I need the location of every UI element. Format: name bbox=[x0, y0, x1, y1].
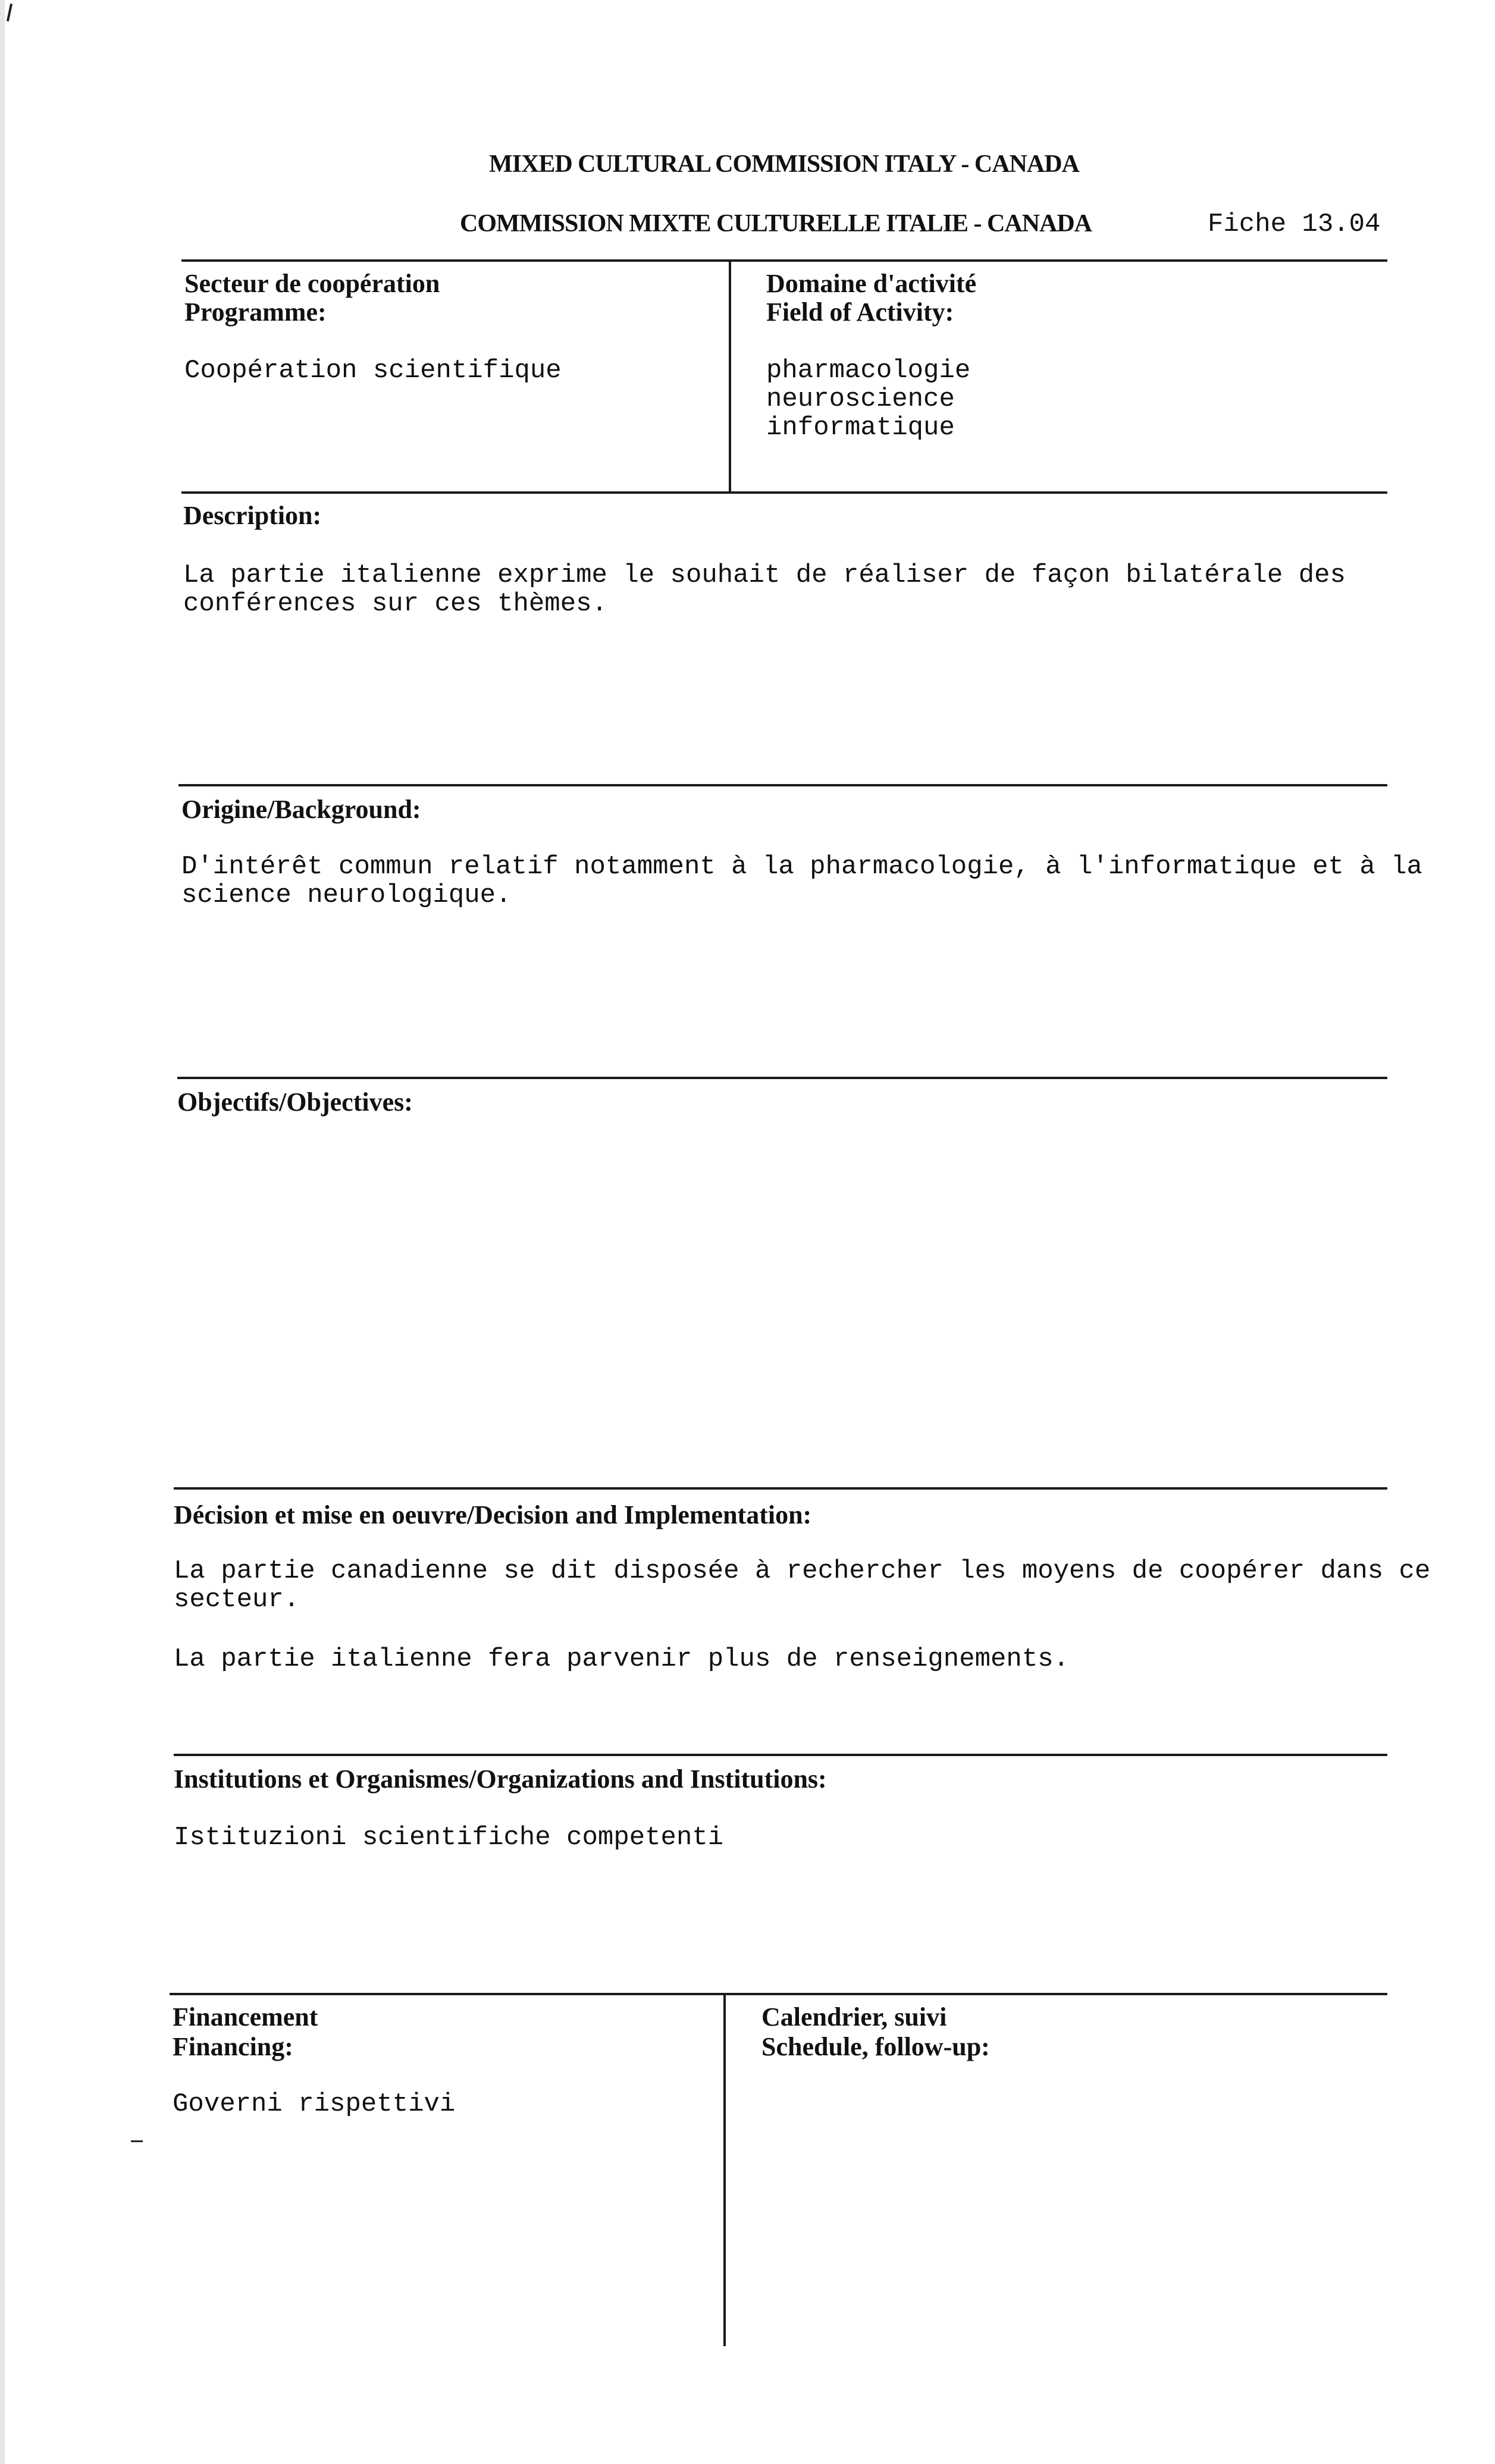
schedule-label: Schedule, follow-up: bbox=[761, 2032, 990, 2061]
decision-label: Décision et mise en oeuvre/Decision and Implementation: bbox=[174, 1500, 812, 1529]
domaine-label: Domaine d'activité bbox=[766, 269, 977, 298]
top-column-divider bbox=[729, 261, 731, 493]
financing-label: Financing: bbox=[173, 2032, 293, 2061]
field-of-activity-label: Field of Activity: bbox=[766, 297, 954, 327]
decision-text: La partie italienne fera parvenir plus de renseignements. bbox=[174, 1644, 1070, 1674]
secteur-label: Secteur de coopération bbox=[184, 269, 440, 298]
secteur-value: Coopération scientifique bbox=[184, 356, 562, 385]
scan-tick-mark bbox=[131, 2140, 143, 2142]
bottom-column-divider bbox=[723, 1994, 726, 2346]
rule-description bbox=[181, 491, 1387, 494]
domaine-value: neuroscience bbox=[766, 384, 955, 414]
fiche-number: Fiche 13.04 bbox=[1208, 209, 1381, 239]
domaine-value: pharmacologie bbox=[766, 356, 971, 385]
decision-text: La partie canadienne se dit disposée à rechercher les moyens de coopérer dans ce bbox=[174, 1556, 1431, 1586]
scan-tick-mark bbox=[7, 4, 12, 21]
top-rule bbox=[181, 259, 1387, 262]
objectifs-label: Objectifs/Objectives: bbox=[177, 1087, 413, 1117]
domaine-value: informatique bbox=[766, 413, 955, 443]
description-label: Description: bbox=[183, 501, 322, 530]
description-text: conférences sur ces thèmes. bbox=[183, 589, 607, 619]
rule-financement bbox=[170, 1993, 1387, 1995]
title-english: MIXED CULTURAL COMMISSION ITALY - CANADA bbox=[489, 151, 1079, 178]
rule-origine bbox=[178, 784, 1387, 786]
institutions-label: Institutions et Organismes/Organizations and Institutions: bbox=[174, 1764, 827, 1794]
financement-value: Governi rispettivi bbox=[173, 2089, 456, 2119]
rule-objectifs bbox=[177, 1077, 1387, 1079]
programme-label: Programme: bbox=[184, 297, 327, 327]
origine-label: Origine/Background: bbox=[181, 795, 421, 824]
title-french: COMMISSION MIXTE CULTURELLE ITALIE - CANADA bbox=[460, 210, 1092, 237]
description-text: La partie italienne exprime le souhait de réaliser de façon bilatérale des bbox=[183, 560, 1346, 590]
decision-text: secteur. bbox=[174, 1585, 300, 1615]
rule-decision bbox=[174, 1487, 1387, 1490]
origine-text: science neurologique. bbox=[181, 880, 512, 910]
financement-label: Financement bbox=[173, 2002, 318, 2032]
calendrier-label: Calendrier, suivi bbox=[761, 2002, 947, 2032]
scan-edge-mark bbox=[0, 0, 5, 2464]
origine-text: D'intérêt commun relatif notamment à la pharmacologie, à l'informatique et à la bbox=[181, 852, 1422, 882]
rule-institutions bbox=[174, 1754, 1387, 1756]
institutions-value: Istituzioni scientifiche competenti bbox=[174, 1823, 724, 1852]
